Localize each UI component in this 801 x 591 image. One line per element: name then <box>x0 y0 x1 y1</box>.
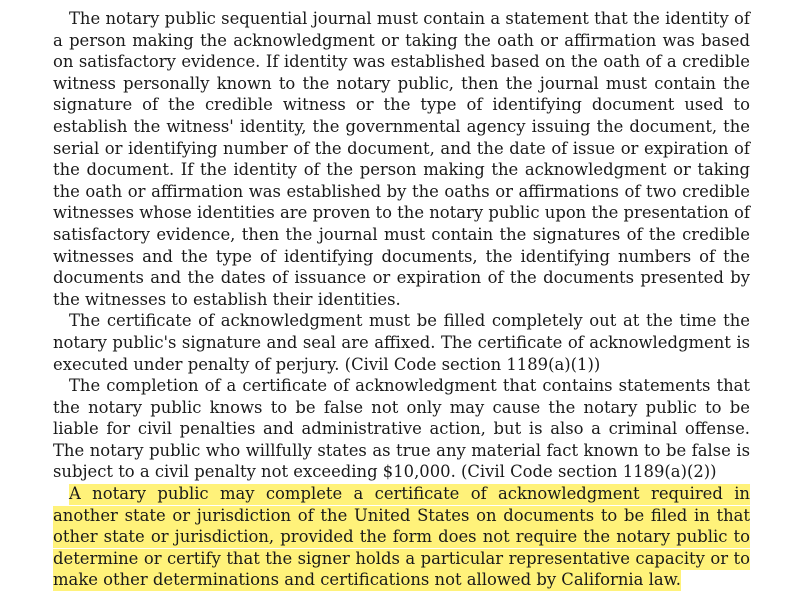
paragraph-text: The certificate of acknowledgment must be filled completely out at the time the notary public's signature and seal are affixed. The certificate of acknowledgment is executed under penalty of perjury. (Civil Code section 1189(a)(1)) <box>53 311 750 374</box>
paragraph-text: The completion of a certificate of acknowledgment that contains statements that the notary public knows to be false not only may cause the notary public to be liable for civil penalties and administrative action, but is also a criminal offense. The notary public who willfully states as true any material fact known to be false is subject to a civil penalty not exceeding $10,000. (Civil Code section 1189(a)(2)) <box>53 376 750 482</box>
paragraph-other-state-certificate <box>53 483 750 591</box>
highlighted-text: A notary public may complete a certificate of acknowledgment required in another state or jurisdiction of the United States on documents to be filed in that other state or jurisdiction, provided the form does not require the notary public to determine or certify that the signer holds a particular representative capacity or to make other determinations and certifications not allowed by California law. <box>53 484 750 590</box>
paragraph-text: The notary public sequential journal must contain a statement that the identity of a person making the acknowledgment or taking the oath or affirmation was based on satisfactory evidence. If identity was established based on the oath of a credible witness personally known to the notary public, then the journal must contain the signature of the credible witness or the type of identifying document used to establish the witness' identity, the governmental agency issuing the document, the serial or identifying number of the document, and the date of issue or expiration of the document. If the identity of the person making the acknowledgment or taking the oath or affirmation was established by the oaths or affirmations of two credible witnesses whose identities are proven to the notary public upon the presentation of satisfactory evidence, then the journal must contain the signatures of the credible witnesses and the type of identifying documents, the identifying numbers of the documents and the dates of issuance or expiration of the documents presented by the witnesses to establish their identities. <box>53 9 750 309</box>
document-body <box>53 8 750 591</box>
paragraph-false-statements <box>53 375 750 483</box>
paragraph-journal-statement <box>53 8 750 310</box>
paragraph-certificate-completion <box>53 310 750 375</box>
